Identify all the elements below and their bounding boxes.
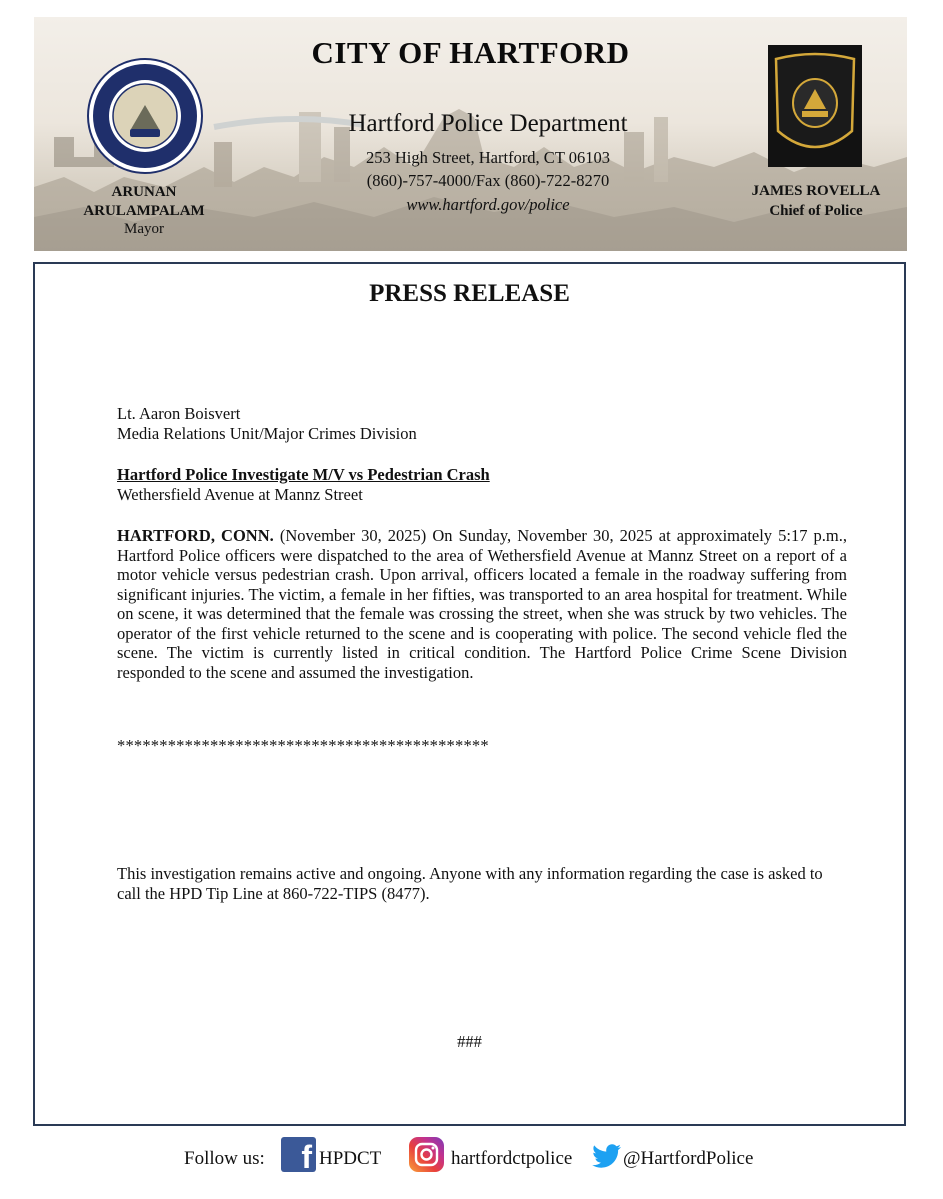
release-headline: Hartford Police Investigate M/V vs Pedestrian Crash: [117, 465, 490, 484]
department-name: Hartford Police Department: [348, 110, 628, 137]
closing-paragraph: This investigation remains active and ongoing. Anyone with any information regarding the case is asked to call the HPD Tip Line at 860-722-TIPS (8477).: [117, 864, 823, 903]
letterhead-banner: [34, 17, 907, 251]
contact-name: Lt. Aaron Boisvert: [117, 404, 241, 423]
chief-name: JAMES ROVELLA: [751, 183, 881, 199]
city-title: CITY OF HARTFORD: [311, 35, 630, 70]
social-footer: [0, 1134, 943, 1180]
facebook-glyph: f: [301, 1139, 312, 1175]
department-address: 253 High Street, Hartford, CT 06103: [366, 148, 610, 167]
dateline: HARTFORD, CONN.: [117, 526, 274, 545]
press-release-heading: PRESS RELEASE: [369, 280, 570, 307]
department-website[interactable]: www.hartford.gov/police: [406, 195, 570, 214]
instagram-camera-glyph: [409, 1137, 444, 1172]
mayor-title: Mayor: [124, 221, 164, 237]
mayor-name: [54, 183, 234, 221]
twitter-bird-icon[interactable]: [592, 1144, 622, 1168]
twitter-handle[interactable]: @HartfordPolice: [623, 1148, 754, 1169]
mayor-last-name: ARULAMPALAM: [83, 203, 205, 219]
instagram-icon[interactable]: [409, 1137, 444, 1172]
contact-unit: Media Relations Unit/Major Crimes Division: [117, 424, 417, 443]
release-body: [117, 526, 847, 682]
release-body-text: (November 30, 2025) On Sunday, November 30, 2025 at approximately 5:17 p.m., Hartford Police officers were dispatched to the area of Wethersfield Avenue at Mannz Street on a report of a motor vehicle versus pedestrian crash. Upon arrival, officers located a female in the roadway suffering from significant injuries. The victim, a female in her fifties, was transported to an area hospital for treatment. While on scene, it was determined that the female was crossing the street, when she was struck by two vehicles. The operator of the first vehicle returned to the scene and is cooperating with police. The second vehicle fled the scene. The victim is currently listed in critical condition. The Hartford Police Crime Scene Division responded to the scene and assumed the investigation.: [117, 526, 848, 682]
follow-us-label: Follow us:: [184, 1148, 265, 1169]
facebook-handle[interactable]: HPDCT: [319, 1148, 382, 1169]
instagram-handle[interactable]: hartfordctpolice: [451, 1148, 573, 1169]
press-release-box: [33, 262, 906, 1126]
release-location: Wethersfield Avenue at Mannz Street: [117, 485, 363, 504]
mayor-first-name: ARUNAN: [111, 184, 177, 200]
hartford-police-badge: [768, 45, 862, 167]
facebook-icon[interactable]: [281, 1137, 316, 1175]
end-mark: ###: [457, 1032, 482, 1051]
department-phone: (860)-757-4000/Fax (860)-722-8270: [366, 171, 610, 190]
chief-title: Chief of Police: [769, 203, 863, 219]
asterisk-separator: ********************************************: [117, 736, 489, 755]
